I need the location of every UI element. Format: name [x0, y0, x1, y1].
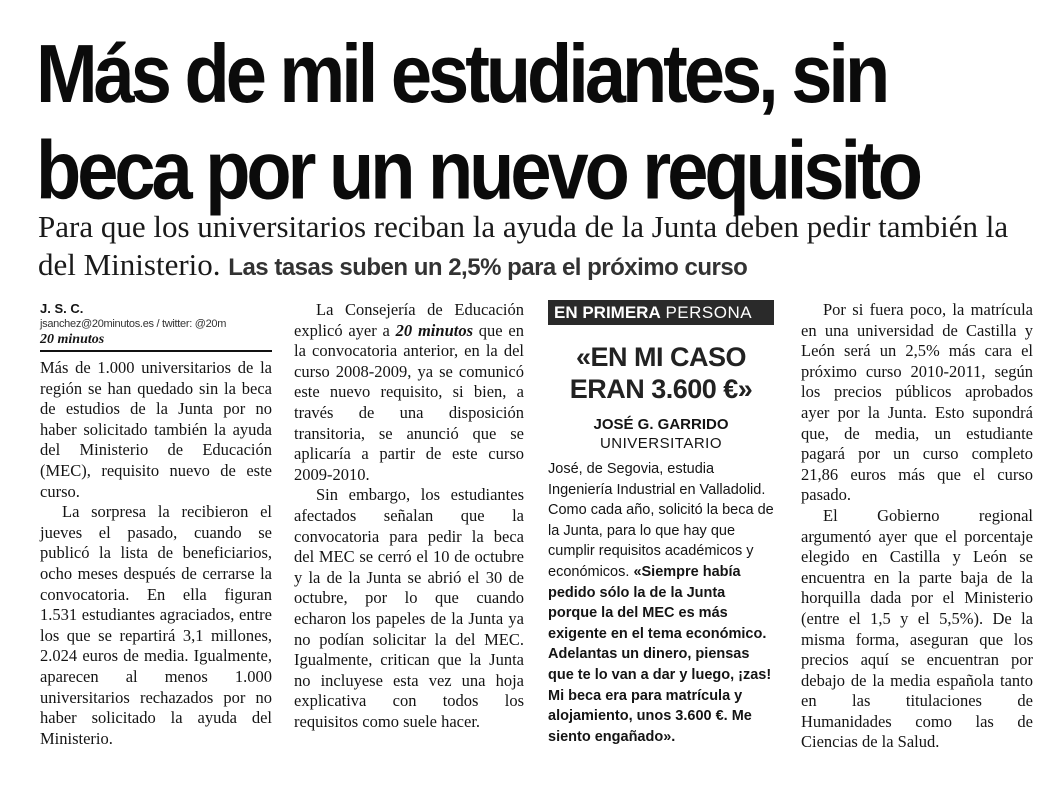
col2-p1-end: que en la convocatoria anterior, en la del curso 2008-2009, ya se comunicó este nuevo requisito, si bien, a través de una disposición transitoria, se anunció que se aplicaría a partir de este curso 2009-2010.	[294, 320, 524, 484]
tag-light: PERSONA	[665, 303, 753, 322]
sidebar-quote-text: «Siempre había pedido sólo la de la Junta porque la del MEC es más exigente en el tema económico. Adelantas un dinero, piensas que te lo van a dar y luego, ¡zas! Mi beca era para matrícula y alojamiento, unos 3.600 €. Me siento engañado».	[548, 563, 772, 745]
col2-paragraph-1	[294, 300, 524, 485]
byline-contact: jsanchez@20minutos.es / twitter: @20m	[40, 318, 227, 330]
column-1	[40, 300, 272, 749]
byline-paper: 20 minutos	[40, 331, 272, 352]
tag-bold: EN PRIMERA	[554, 303, 661, 322]
sidebar-first-person	[548, 300, 774, 747]
sidebar-text-intro: José, de Segovia, estudia Ingeniería Industrial en Valladolid. Como cada año, solicitó la beca de la Junta, para lo que hay que cumplir requisitos académicos y económicos.	[548, 461, 774, 580]
column-4	[801, 300, 1033, 753]
headline: Más de mil estudiantes, sin beca por un nuevo requisito	[36, 27, 919, 217]
col1-paragraph-1: Más de 1.000 universitarios de la región se han quedado sin la beca de estudios de la Junta por no haber solicitado también la ayuda del Ministerio de Educación (MEC), requisito nuevo de este curso.	[40, 358, 272, 501]
pull-quote-line-2: ERAN 3.600 €»	[569, 374, 753, 404]
interviewee	[548, 415, 774, 453]
byline-name: J. S. C.	[40, 301, 84, 316]
col2-p1-em: 20 minutos	[395, 320, 473, 340]
subhead-lead: Para que los universitarios reciban la ayuda de la Junta deben pedir también la del Ministerio.	[38, 209, 1009, 282]
col4-paragraph-2: El Gobierno regional argumentó ayer que el porcentaje elegido en Castilla y León se encuentra en la parte baja de la horquilla dada por el Ministerio (entre el 1,5 y el 5,5%). De la misma forma, aseguran que los precios aquí se encuentran por debajo de la media española tanto en las titulaciones de Humanidades como las de Ciencias de la Salud.	[801, 505, 1033, 752]
subhead-bold: Las tasas suben un 2,5% para el próximo curso	[228, 254, 748, 281]
interviewee-role: UNIVERSITARIO	[599, 435, 723, 452]
col1-paragraph-2: La sorpresa la recibieron el jueves el pasado, cuando se publicó la lista de beneficiarios, ocho meses después de cerrarse la convocatoria. En ella figuran 1.531 estudiantes agraciados, entre los que se repartirá 3,1 millones, 2.024 euros de media. Igualmente, aparecen al menos 1.000 universitarios rechazados por no haber solicitado la ayuda del Ministerio.	[40, 502, 272, 748]
pull-quote-line-1: «EN MI CASO	[575, 342, 747, 372]
column-2	[294, 300, 524, 732]
pull-quote	[548, 341, 774, 405]
col4-paragraph-1: Por si fuera poco, la matrícula en una universidad de Castilla y León será un 2,5% más cara el próximo curso 2010-2011, según los precios públicos aprobados ayer por la Junta. Esto supondrá que, de media, un estudiante pagará por un curso completo 21,86 euros más que el curso pasado.	[801, 300, 1033, 505]
section-tag	[548, 300, 774, 325]
subhead	[38, 208, 1038, 287]
col2-paragraph-2: Sin embargo, los estudiantes afectados señalan que la convocatoria para pedir la beca del MEC se cerró el 10 de octubre y la de la Junta se abrió el 30 de octubre, por lo que cuando echaron los papeles de la Junta ya no podían solicitar la del MEC. Igualmente, critican que la Junta no incluyese esta vez una hoja explicativa con todos los requisitos como suele hacer.	[294, 485, 524, 731]
sidebar-text	[548, 459, 774, 747]
interviewee-name: JOSÉ G. GARRIDO	[593, 416, 729, 433]
col2-p1-start: La Consejería de Educación explicó ayer a	[294, 300, 524, 340]
